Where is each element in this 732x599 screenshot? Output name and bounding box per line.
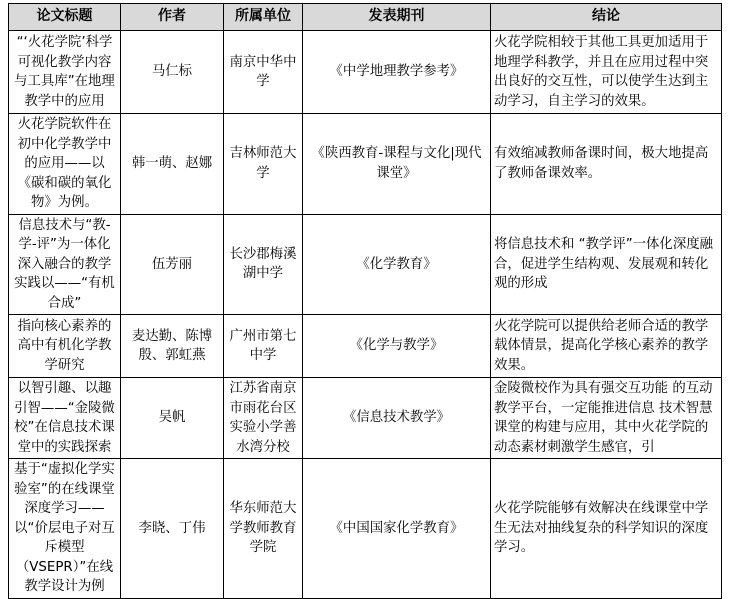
cell-conclusion <box>491 378 722 459</box>
cell-conclusion: 火花学院能够有效解决在线课堂中学生无法对抽线复杂的科学知识的深度学习。 <box>491 459 722 599</box>
cell-conclusion: 火花学院相较于其他工具更加适用于地理学科教学，并且在应用过程中突出良好的交互性，可以使学生达到主动学习，自主学习的效果。 <box>491 31 722 114</box>
cell-unit: 广州市第七中学 <box>224 315 303 378</box>
cell-title: 火花学院软件在初中化学教学中的应用——以《碳和碳的氧化物》为例。 <box>9 114 121 215</box>
header-row <box>9 4 722 31</box>
cell-author: 韩一萌、赵娜 <box>121 114 224 215</box>
cell-unit: 吉林师范大学 <box>224 114 303 215</box>
table-row <box>9 378 722 459</box>
cell-unit: 长沙郡梅溪湖中学 <box>224 214 303 315</box>
cell-author: 麦达勤、陈博殷、郭虹燕 <box>121 315 224 378</box>
cell-author: 吴帆 <box>121 378 224 459</box>
header-author: 作者 <box>121 4 224 31</box>
cell-title: 以智引趣、以趣引智——“金陵微校”在信息技术课堂中的实践探索 <box>9 378 121 459</box>
cell-conclusion: 火花学院可以提供给老师合适的教学载体情景，提高化学核心素养的教学效果。 <box>491 315 722 378</box>
table-row <box>9 114 722 215</box>
header-title: 论文标题 <box>9 4 121 31</box>
cell-journal: 《中国国家化学教育》 <box>303 459 491 599</box>
cell-journal: 《中学地理教学参考》 <box>303 31 491 114</box>
cell-author: 伍芳丽 <box>121 214 224 315</box>
cell-title: 基于“虚拟化学实验室”的在线课堂深度学习——以“价层电子对互斥模型（VSEPR）”在线教学设计为例 <box>9 459 121 599</box>
cell-title: “‘火花学院’科学可视化教学内容与工具库”在地理教学中的应用 <box>9 31 121 114</box>
cell-conclusion-text: 金陵微校作为具有强交互功能 的互动教学平台，一定能推进信息 技术智慧课堂的构建与应用，其中火花学院的动态素材刺激学生感官，引 <box>494 381 713 455</box>
cell-journal: 《陕西教育-课程与文化|现代课堂》 <box>303 114 491 215</box>
cell-unit: 南京中华中学 <box>224 31 303 114</box>
header-unit: 所属单位 <box>224 4 303 31</box>
cell-author: 李晓、丁伟 <box>121 459 224 599</box>
header-conclusion: 结论 <box>491 4 722 31</box>
table-row <box>9 214 722 315</box>
cell-title: 指向核心素养的高中有机化学教学研究 <box>9 315 121 378</box>
cell-journal: 《化学教育》 <box>303 214 491 315</box>
cell-journal: 《化学与教学》 <box>303 315 491 378</box>
table-row <box>9 31 722 114</box>
header-journal: 发表期刊 <box>303 4 491 31</box>
table-row <box>9 459 722 599</box>
table-row <box>9 315 722 378</box>
cell-journal: 《信息技术教学》 <box>303 378 491 459</box>
cell-unit: 华东师范大学教师教育学院 <box>224 459 303 599</box>
literature-table <box>8 3 722 599</box>
cell-conclusion: 有效缩减教师备课时间，极大地提高了教师备课效率。 <box>491 114 722 215</box>
cell-title: 信息技术与“教-学-评”为一体化深入融合的教学实践以——“有机合成” <box>9 214 121 315</box>
cell-unit: 江苏省南京市雨花台区实验小学善水湾分校 <box>224 378 303 459</box>
cell-conclusion: 将信息技术和 “教学评”一体化深度融合，促进学生结构观、发展观和转化观的形成 <box>491 214 722 315</box>
cell-author: 马仁标 <box>121 31 224 114</box>
